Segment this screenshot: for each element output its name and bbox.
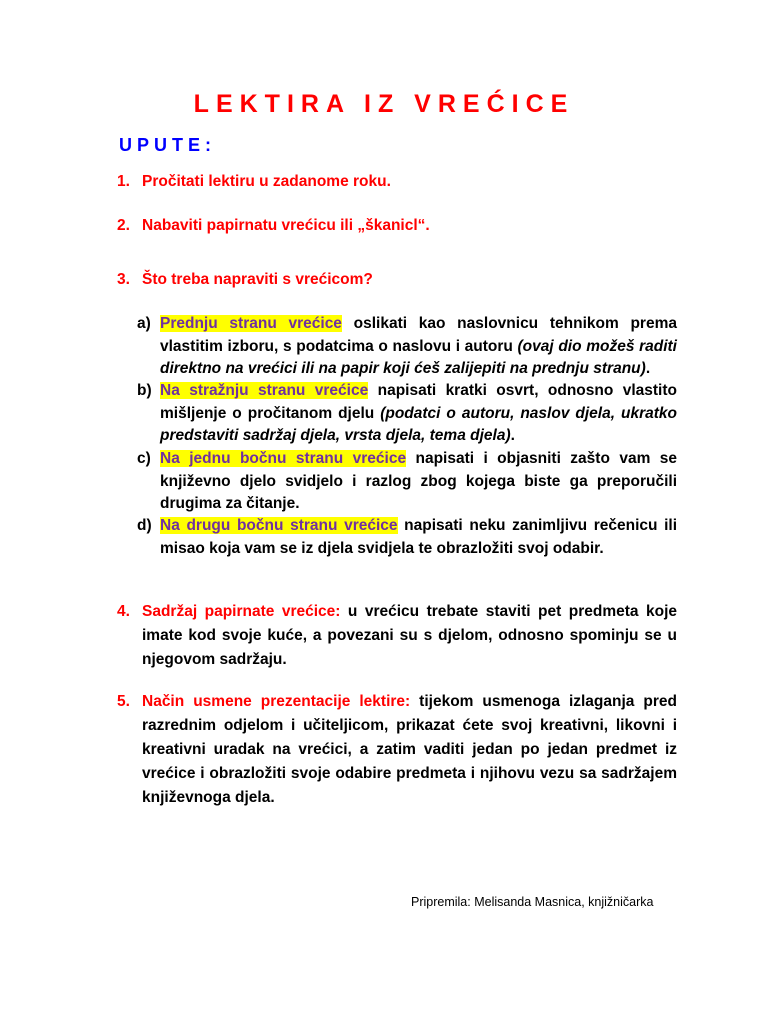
step-text [142,690,677,810]
subitem-body: napisati kratki osvrt, odnosno vlastito mišljenje o pročitanom djelu [160,382,677,422]
step-2 [117,214,677,238]
step-body: u vrećicu trebate staviti pet predmeta koje imate kod svoje kuće, a povezani su s djelom, odnosno spominju se u njegovom sadržaju. [142,603,678,668]
step-number: 2. [117,217,130,234]
subitem-text [160,313,677,381]
subitem-end: . [645,360,651,378]
highlighted-phrase: Prednju stranu vrećice [160,315,342,332]
step-body: tijekom usmenoga izlaganja pred razrednim odjelom i učiteljicom, prikazat ćete svoj kreativni, likovni i kreativni uradak na vrećici, a zatim vaditi jedan po jedan predmet iz vrećice i obrazložiti svoje odabire predmeta i njihovu vezu sa sadržajem književnoga djela. [142,693,677,806]
subitem-text [160,515,677,560]
subitem-body: napisati i objasniti zašto vam se književno djelo svidjelo i razlog zbog kojega biste ga preporučili drugima za čitanje. [160,450,677,513]
step-label: Sadržaj papirnate vrećice: [142,603,341,620]
subitem-c [137,448,677,516]
step-text: Što treba napraviti s vrećicom? [142,271,373,288]
step-4 [117,600,677,672]
highlighted-phrase: Na drugu bočnu stranu vrećice [160,517,398,534]
step-number: 1. [117,173,130,190]
subitem-letter: c) [137,450,151,467]
step-label: Način usmene prezentacije lektire: [142,693,411,710]
highlighted-phrase: Na jednu bočnu stranu vrećice [160,450,407,467]
author-credit: Pripremila: Melisanda Masnica, knjižničarka [411,895,654,909]
step-number: 5. [117,693,130,710]
step-text [142,600,677,672]
subitem-letter: b) [137,382,152,399]
step-1 [117,170,677,194]
step-number: 4. [117,603,130,620]
step-text: Nabaviti papirnatu vrećicu ili „škanicl“. [142,217,430,234]
subitem-a [137,313,677,381]
subitem-italic: (podatci o autoru, naslov djela, ukratko predstaviti sadržaj djela, vrsta djela, tema djela) [160,404,677,445]
highlighted-phrase: Na stražnju stranu vrećice [160,382,369,399]
subitem-letter: a) [137,315,151,332]
step-number: 3. [117,271,130,288]
subitem-text [160,448,677,516]
subitem-text [160,380,677,448]
page-title: LEKTIRA IZ VREĆICE [193,90,575,118]
subitem-body: napisati neku zanimljivu rečenicu ili misao koja vam se iz djela svidjela te obrazložiti svoj odabir. [160,517,678,557]
step-3 [117,268,677,292]
subitem-italic: (ovaj dio možeš raditi direktno na vrećici ili na papir koji ćeš zalijepiti na prednju stranu) [160,337,677,378]
subitem-end: . [510,427,515,445]
subitem-d [137,515,677,560]
step-5 [117,690,677,810]
instructions-heading: UPUTE: [119,135,216,155]
subitem-b [137,380,677,448]
step-text: Pročitati lektiru u zadanome roku. [142,173,391,190]
subitem-body: oslikati kao naslovnicu tehnikom prema vlastitim izboru, s podatcima o naslovu i autoru [160,315,677,355]
subitem-letter: d) [137,517,152,534]
